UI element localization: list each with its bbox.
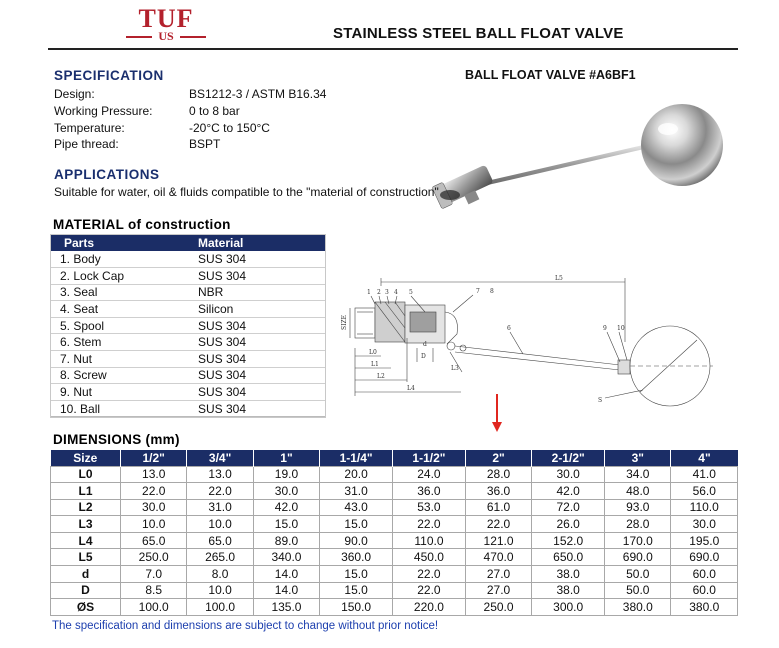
dim-value: 450.0 [393, 549, 466, 566]
dim-row-label: L0 [51, 466, 121, 483]
dim-label-l3: L3 [451, 365, 459, 372]
dim-label-l2: L2 [377, 373, 385, 380]
dim-value: 250.0 [465, 599, 531, 616]
dim-row-label: L3 [51, 516, 121, 533]
dim-value: 380.0 [671, 599, 738, 616]
product-photo [420, 95, 740, 210]
dim-value: 28.0 [465, 466, 531, 483]
dim-value: 27.0 [465, 566, 531, 583]
dim-value: 10.0 [187, 516, 253, 533]
part-material: SUS 304 [198, 367, 326, 384]
dim-value: 30.0 [671, 516, 738, 533]
applications-heading: APPLICATIONS [54, 167, 160, 182]
footnote: The specification and dimensions are subject to change without prior notice! [52, 620, 439, 632]
dimensions-row [51, 499, 738, 516]
part-name: 2. Lock Cap [50, 268, 198, 285]
dim-value: 48.0 [605, 483, 671, 500]
part-material: SUS 304 [198, 334, 326, 351]
spec-label: Working Pressure: [54, 104, 153, 118]
dim-value: 13.0 [121, 466, 187, 483]
dimensions-header-row [51, 450, 738, 466]
dim-value: 22.0 [465, 516, 531, 533]
material-row [50, 317, 326, 334]
callout-9: 9 [603, 325, 607, 332]
part-material: SUS 304 [198, 268, 326, 285]
logo-subtext: US [158, 29, 174, 43]
dim-value: 8.5 [121, 582, 187, 599]
part-name: 10. Ball [50, 400, 198, 417]
dim-value: 89.0 [253, 532, 319, 549]
dim-value: 690.0 [671, 549, 738, 566]
material-row [50, 334, 326, 351]
dim-value: 195.0 [671, 532, 738, 549]
part-material: SUS 304 [198, 400, 326, 417]
dim-value: 8.0 [187, 566, 253, 583]
dim-value: 360.0 [320, 549, 393, 566]
dimensions-row [51, 483, 738, 500]
dim-value: 65.0 [187, 532, 253, 549]
dim-value: 150.0 [320, 599, 393, 616]
dim-value: 220.0 [393, 599, 466, 616]
dim-value: 121.0 [465, 532, 531, 549]
dim-value: 100.0 [121, 599, 187, 616]
document-title: STAINLESS STEEL BALL FLOAT VALVE [333, 25, 624, 42]
dim-value: 42.0 [253, 499, 319, 516]
dim-value: 30.0 [532, 466, 605, 483]
dim-value: 14.0 [253, 566, 319, 583]
dim-value: 56.0 [671, 483, 738, 500]
header-divider [48, 48, 738, 50]
dim-value: 14.0 [253, 582, 319, 599]
part-name: 5. Spool [50, 317, 198, 334]
dim-value: 26.0 [532, 516, 605, 533]
dim-row-label: L4 [51, 532, 121, 549]
dim-label-d-lower: d [423, 341, 427, 348]
dim-value: 10.0 [187, 582, 253, 599]
material-heading-rest: of construction [123, 217, 231, 232]
dim-col: 1-1/4" [320, 450, 393, 466]
dim-label-l1: L1 [371, 361, 379, 368]
dim-label-l4: L4 [407, 385, 415, 392]
material-col-parts: Parts [50, 234, 198, 251]
dim-value: 43.0 [320, 499, 393, 516]
material-row [50, 301, 326, 318]
spec-label: Design: [54, 87, 95, 101]
part-name: 3. Seal [50, 284, 198, 301]
material-row [50, 284, 326, 301]
dim-value: 41.0 [671, 466, 738, 483]
dim-col: 3" [605, 450, 671, 466]
dim-value: 42.0 [532, 483, 605, 500]
material-col-material: Material [198, 234, 326, 251]
dim-label-size: SIZE [341, 314, 348, 330]
dim-value: 24.0 [393, 466, 466, 483]
callout-8: 8 [490, 288, 494, 295]
dim-value: 72.0 [532, 499, 605, 516]
dimensions-row [51, 549, 738, 566]
dim-value: 22.0 [187, 483, 253, 500]
callout-5: 5 [409, 289, 413, 296]
dim-value: 7.0 [121, 566, 187, 583]
dim-value: 135.0 [253, 599, 319, 616]
dim-col: 2" [465, 450, 531, 466]
technical-drawing [335, 272, 730, 412]
dim-value: 38.0 [532, 566, 605, 583]
part-material: SUS 304 [198, 317, 326, 334]
dim-col: 4" [671, 450, 738, 466]
callout-1: 1 [367, 289, 371, 296]
dim-value: 34.0 [605, 466, 671, 483]
spec-label: Temperature: [54, 121, 125, 135]
part-material: SUS 304 [198, 251, 326, 268]
dim-value: 15.0 [320, 582, 393, 599]
dim-value: 250.0 [121, 549, 187, 566]
dim-label-d-upper: D [421, 353, 426, 360]
part-name: 8. Screw [50, 367, 198, 384]
dim-col-size: Size [51, 450, 121, 466]
dim-value: 110.0 [393, 532, 466, 549]
material-row [50, 251, 326, 268]
dim-value: 30.0 [253, 483, 319, 500]
dim-row-label: ØS [51, 599, 121, 616]
material-heading [53, 217, 231, 232]
part-name: 9. Nut [50, 384, 198, 401]
dim-value: 36.0 [465, 483, 531, 500]
dim-value: 110.0 [671, 499, 738, 516]
dim-value: 65.0 [121, 532, 187, 549]
dim-value: 340.0 [253, 549, 319, 566]
dimensions-row [51, 532, 738, 549]
dim-value: 31.0 [187, 499, 253, 516]
product-title: BALL FLOAT VALVE #A6BF1 [465, 68, 636, 82]
part-material: SUS 304 [198, 351, 326, 368]
spec-value: -20°C to 150°C [189, 121, 270, 135]
dim-value: 152.0 [532, 532, 605, 549]
material-row [50, 400, 326, 417]
applications-text: Suitable for water, oil & fluids compatible to the "material of construction" [54, 185, 439, 199]
dim-value: 53.0 [393, 499, 466, 516]
dim-row-label: d [51, 566, 121, 583]
dim-col: 3/4" [187, 450, 253, 466]
material-row [50, 268, 326, 285]
dim-value: 22.0 [121, 483, 187, 500]
dim-row-label: L2 [51, 499, 121, 516]
callout-6: 6 [507, 325, 511, 332]
dim-value: 650.0 [532, 549, 605, 566]
dimensions-row [51, 599, 738, 616]
dim-value: 10.0 [121, 516, 187, 533]
logo-text: TUF [138, 4, 194, 33]
specification-heading: SPECIFICATION [54, 68, 164, 83]
material-heading-bold: MATERIAL [53, 217, 124, 232]
dim-value: 90.0 [320, 532, 393, 549]
material-header-row [50, 234, 326, 251]
dimensions-table [50, 450, 738, 616]
dim-value: 28.0 [605, 516, 671, 533]
dim-value: 15.0 [320, 516, 393, 533]
dim-value: 15.0 [253, 516, 319, 533]
dim-row-label: D [51, 582, 121, 599]
dimensions-row [51, 566, 738, 583]
dim-col: 2-1/2" [532, 450, 605, 466]
dim-col: 1/2" [121, 450, 187, 466]
spec-value: BS1212-3 / ASTM B16.34 [189, 87, 327, 101]
dim-value: 50.0 [605, 566, 671, 583]
dimensions-row [51, 582, 738, 599]
dim-value: 61.0 [465, 499, 531, 516]
dim-value: 300.0 [532, 599, 605, 616]
dimensions-row [51, 516, 738, 533]
part-name: 6. Stem [50, 334, 198, 351]
dim-label-l0: L0 [369, 349, 377, 356]
dim-value: 60.0 [671, 582, 738, 599]
dimensions-heading: DIMENSIONS (mm) [53, 432, 180, 447]
callout-10: 10 [617, 325, 625, 332]
red-arrow-icon [491, 394, 503, 434]
dim-value: 36.0 [393, 483, 466, 500]
part-name: 4. Seat [50, 301, 198, 318]
dim-value: 13.0 [187, 466, 253, 483]
dim-value: 470.0 [465, 549, 531, 566]
dim-value: 93.0 [605, 499, 671, 516]
dim-value: 31.0 [320, 483, 393, 500]
dim-value: 265.0 [187, 549, 253, 566]
dim-value: 60.0 [671, 566, 738, 583]
dim-value: 27.0 [465, 582, 531, 599]
dim-value: 20.0 [320, 466, 393, 483]
part-material: Silicon [198, 301, 326, 318]
spec-value: BSPT [189, 137, 221, 151]
material-row [50, 367, 326, 384]
dimensions-body [51, 466, 738, 615]
dim-value: 690.0 [605, 549, 671, 566]
dim-label-l5: L5 [555, 275, 563, 282]
callout-3: 3 [385, 289, 389, 296]
dim-value: 22.0 [393, 516, 466, 533]
dim-value: 15.0 [320, 566, 393, 583]
dimensions-row [51, 466, 738, 483]
dim-row-label: L1 [51, 483, 121, 500]
callout-2: 2 [377, 289, 381, 296]
material-row [50, 384, 326, 401]
dim-label-s: S [598, 397, 603, 404]
part-name: 7. Nut [50, 351, 198, 368]
dim-value: 19.0 [253, 466, 319, 483]
part-material: SUS 304 [198, 384, 326, 401]
dim-value: 30.0 [121, 499, 187, 516]
part-name: 1. Body [50, 251, 198, 268]
material-row [50, 351, 326, 368]
dim-col: 1" [253, 450, 319, 466]
spec-value: 0 to 8 bar [189, 104, 240, 118]
brand-logo [130, 6, 202, 44]
part-material: NBR [198, 284, 326, 301]
material-table [50, 234, 326, 417]
dim-value: 38.0 [532, 582, 605, 599]
dim-value: 170.0 [605, 532, 671, 549]
dim-value: 380.0 [605, 599, 671, 616]
dim-value: 50.0 [605, 582, 671, 599]
callout-7: 7 [476, 288, 480, 295]
dim-value: 22.0 [393, 582, 466, 599]
dim-value: 100.0 [187, 599, 253, 616]
spec-label: Pipe thread: [54, 137, 119, 151]
dim-row-label: L5 [51, 549, 121, 566]
callout-4: 4 [394, 289, 398, 296]
dim-value: 22.0 [393, 566, 466, 583]
dim-col: 1-1/2" [393, 450, 466, 466]
